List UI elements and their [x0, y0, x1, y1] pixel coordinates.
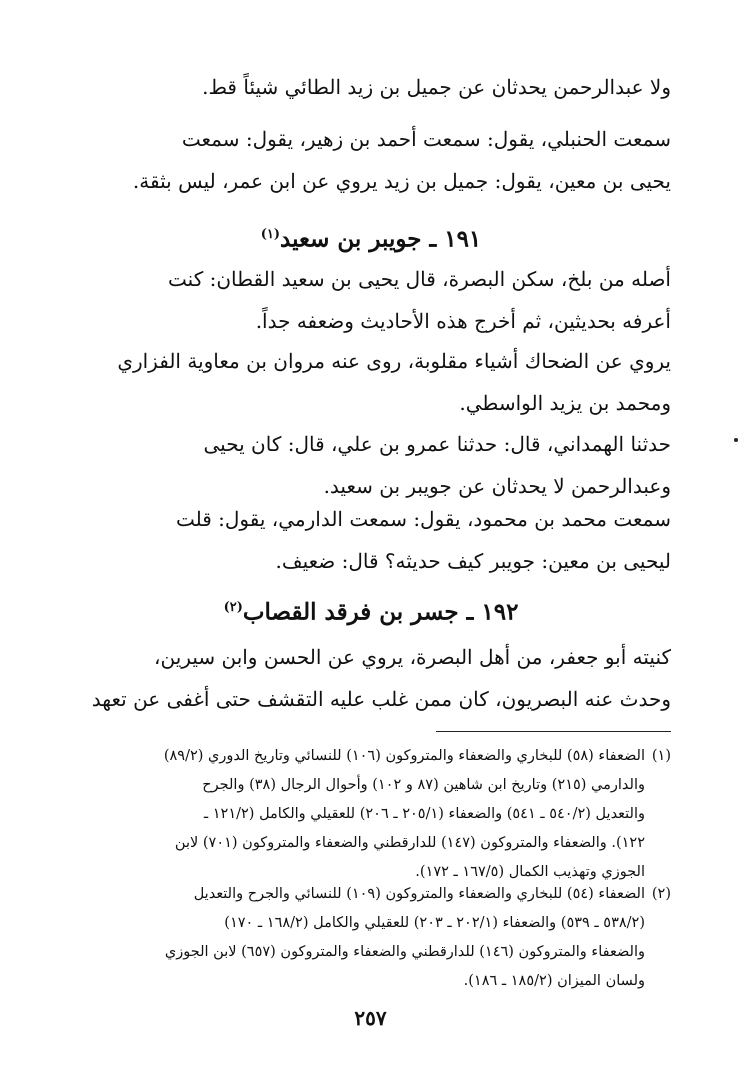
text-line: وعبدالرحمن لا يحدثان عن جويبر بن سعيد.	[323, 474, 671, 498]
paragraph-7	[71, 636, 671, 720]
text-line: يروي عن الضحاك أشياء مقلوبة، روى عنه مروان بن معاوية الفزاري	[117, 349, 671, 373]
paragraph-3	[71, 258, 671, 342]
paragraph-4	[71, 340, 671, 424]
footnote-ref: (٢)	[223, 600, 243, 615]
text-line: أعرفه بحديثين، ثم أخرج هذه الأحاديث وضعفه جداً.	[255, 309, 671, 333]
footnote-number: (١)	[651, 748, 671, 764]
text-line: أصله من بلخ، سكن البصرة، قال يحيى بن سعيد القطان: كنت	[168, 267, 671, 291]
footnote-line: ولسان الميزان (١٨٥/٢ ـ ١٨٦).	[463, 973, 645, 989]
entry-heading-191	[71, 215, 671, 260]
text-line: كنيته أبو جعفر، من أهل البصرة، يروي عن الحسن وابن سيرين،	[154, 645, 671, 669]
text-line: ولا عبدالرحمن يحدثان عن جميل بن زيد الطائي شيئاً قط.	[202, 75, 671, 99]
text-line: ومحمد بن يزيد الواسطي.	[459, 391, 671, 415]
footnote-line: الجوزي وتهذيب الكمال (١٦٧/٥ ـ ١٧٢).	[415, 864, 645, 880]
text-line: حدثنا الهمداني، قال: حدثنا عمرو بن علي، قال: كان يحيى	[203, 432, 671, 456]
footnote-ref: (١)	[260, 227, 281, 242]
paragraph-6	[71, 498, 671, 582]
footnote-number: (٢)	[651, 886, 671, 902]
paragraph-1	[71, 66, 671, 108]
page-number: ٢٥٧	[354, 1006, 387, 1030]
heading-text: ١٩٢ ـ جسر بن فرقد القصاب	[242, 598, 519, 626]
footnote-1	[71, 742, 671, 887]
footnote-line: والدارمي (٢١٥) وتاريخ ابن شاهين (٨٧ و ١٠٢) وأحوال الرجال (٣٨) والجرح	[202, 777, 645, 793]
text-line: سمعت محمد بن محمود، يقول: سمعت الدارمي، يقول: قلت	[175, 507, 671, 531]
text-line: سمعت الحنبلي، يقول: سمعت أحمد بن زهير، يقول: سمعت	[181, 127, 671, 151]
text-line: يحيى بن معين، يقول: جميل بن زيد يروي عن ابن عمر، ليس بثقة.	[132, 169, 671, 193]
footnote-line: (١)الضعفاء (٥٨) للبخاري والضعفاء والمتروكون (١٠٦) للنسائي وتاريخ الدوري (٨٩/٢)	[71, 742, 671, 771]
paragraph-5	[71, 423, 671, 507]
text-line: وحدث عنه البصريون، كان ممن غلب عليه التقشف حتى أغفى عن تعهد	[91, 687, 671, 711]
paragraph-2	[71, 118, 671, 202]
heading-text: ١٩١ ـ جويبر بن سعيد	[280, 225, 482, 253]
footnote-2	[71, 880, 671, 996]
footnote-line: (٢)الضعفاء (٥٤) للبخاري والضعفاء والمتروكون (١٠٩) للنسائي والجرح والتعديل	[71, 880, 671, 909]
entry-heading-192	[71, 588, 671, 633]
footnote-line: (٥٣٨/٢ ـ ٥٣٩) والضعفاء (٢٠٢/١ ـ ٢٠٣) للعقيلي والكامل (١٦٨/٢ ـ ١٧٠)	[224, 915, 645, 931]
footnote-line: والتعديل (٥٤٠/٢ ـ ٥٤١) والضعفاء (٢٠٥/١ ـ ٢٠٦) للعقيلي والكامل (١٢١/٢ ـ	[203, 806, 645, 822]
footnote-separator	[436, 731, 671, 732]
margin-mark	[734, 438, 738, 442]
text-line: ليحيى بن معين: جويبر كيف حديثه؟ قال: ضعيف.	[275, 549, 671, 573]
footnote-line: ١٢٢). والضعفاء والمتروكون (١٤٧) للدارقطني والضعفاء والمتروكون (٧٠١) لابن	[174, 835, 645, 851]
footnote-line: والضعفاء والمتروكون (١٤٦) للدارقطني والضعفاء والمتروكون (٦٥٧) لابن الجوزي	[164, 944, 645, 960]
